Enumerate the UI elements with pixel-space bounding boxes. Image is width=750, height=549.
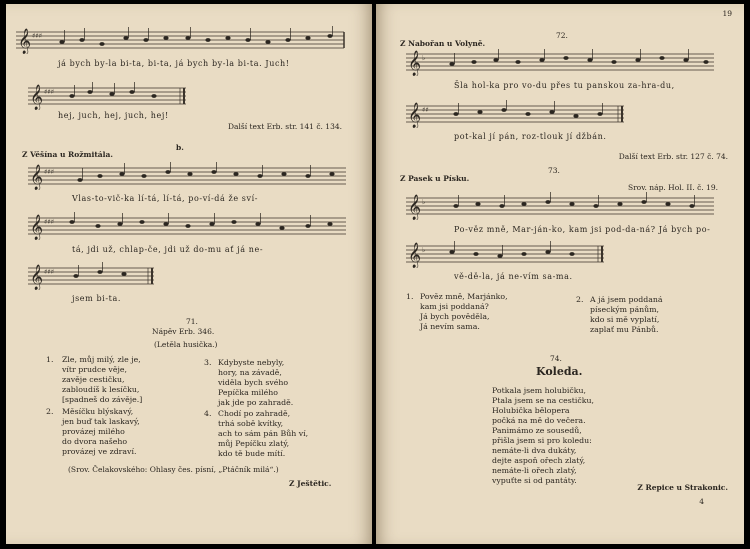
- svg-text:𝄞: 𝄞: [408, 243, 422, 268]
- svg-text:𝄞: 𝄞: [30, 165, 44, 190]
- right-page: [376, 4, 744, 544]
- origin-heading: Z Věšína u Rožmitála.: [22, 150, 113, 159]
- stanza-text: Pověz mně, Marjánko, kam jsi poddaná? Já bych pověděla, Já nevím sama.: [420, 292, 508, 331]
- stanza-text: Zle, můj milý, zle je, vítr prudce věje, zavěje cestičku, zabloudíš k lesíčku, [spadneš do závěje.]: [62, 355, 143, 404]
- lyrics-line: tá, jdi už, chlap-če, jdi už do-mu ať já ne-: [72, 245, 264, 254]
- svg-text:𝄞: 𝄞: [408, 51, 422, 76]
- song-title: Koleda.: [536, 365, 583, 378]
- svg-text:♯♯: ♯♯: [422, 106, 429, 114]
- svg-text:♯♯♯: ♯♯♯: [44, 88, 55, 96]
- svg-text:𝄞: 𝄞: [30, 265, 44, 290]
- lyrics-line: Šla hol-ka pro vo-du přes tu panskou za-hra-du,: [454, 81, 675, 90]
- left-page: [6, 4, 372, 544]
- svg-text:♭: ♭: [422, 198, 426, 206]
- origin-heading: Z Pasek u Písku.: [400, 174, 470, 183]
- text-reference: Další text Erb. str. 127 č. 74.: [618, 152, 728, 161]
- song-number: 72.: [556, 31, 568, 40]
- svg-text:♯♯♯: ♯♯♯: [44, 268, 55, 276]
- svg-text:♭: ♭: [422, 54, 426, 62]
- stanza-number: 2.: [576, 295, 584, 304]
- song-title: (Letěla husička.): [154, 340, 218, 349]
- lyrics-line: jsem bi-ta.: [72, 294, 121, 303]
- music-staff: [28, 262, 156, 290]
- stanza-number: 3.: [204, 358, 212, 367]
- music-staff: [28, 162, 348, 190]
- stanza-number: 2.: [46, 407, 54, 416]
- melody-source: Nápěv Erb. 346.: [152, 327, 215, 336]
- svg-text:𝄞: 𝄞: [30, 85, 44, 110]
- song-number: 73.: [548, 166, 560, 175]
- signature-text: Z Repice u Strakonic.: [637, 483, 728, 492]
- section-label: b.: [176, 143, 184, 152]
- svg-text:♭: ♭: [422, 246, 426, 254]
- sheet-mark: 4: [699, 497, 704, 506]
- song-number: 71.: [186, 317, 198, 326]
- svg-text:𝄞: 𝄞: [408, 103, 422, 128]
- svg-text:𝄞: 𝄞: [408, 195, 422, 220]
- lyrics-line: Vlas-to-vič-ka lí-tá, lí-tá, po-ví-dá že sví-: [72, 194, 259, 203]
- svg-text:♯♯♯: ♯♯♯: [32, 32, 43, 40]
- svg-text:♯♯♯: ♯♯♯: [44, 218, 55, 226]
- lyrics-line: vě-dě-la, já ne-vím sa-ma.: [454, 272, 573, 281]
- origin-heading: Z Nabořan u Volyně.: [400, 39, 486, 48]
- music-staff: [28, 82, 188, 110]
- music-staff: [28, 212, 348, 240]
- svg-text:𝄞: 𝄞: [30, 215, 44, 240]
- stanza-text: Kdybyste nebyly, hory, na závadě, viděla bych svého Pepíčka milého jak jde po zahradě.: [218, 358, 294, 407]
- lyrics-line: hej, juch, hej, juch, hej!: [58, 111, 169, 120]
- stanza-number: 1.: [406, 292, 414, 301]
- lyrics-line: Po-věz mně, Mar-ján-ko, kam jsi pod-da-ná? Já bych po-: [454, 225, 711, 234]
- signature: Z Ještětic.: [289, 479, 332, 488]
- music-staff: [16, 26, 346, 54]
- music-staff: [406, 240, 606, 268]
- music-staff: [406, 48, 716, 76]
- stanza-text: Chodí po zahradě, trhá sobě kvítky, ach to sám pán Bůh ví, můj Pepíčku zlatý, kdo tě bude mítí.: [218, 409, 309, 458]
- music-staff: [406, 192, 716, 220]
- lyrics-line: já bych by-la bi-ta, bi-ta, já bych by-la bi-ta. Juch!: [58, 59, 290, 68]
- song-number: 74.: [550, 354, 562, 363]
- page-number: 19: [722, 9, 732, 18]
- melody-reference: Srov. náp. Hol. II. č. 19.: [627, 183, 718, 192]
- svg-text:♯♯♯: ♯♯♯: [44, 168, 55, 176]
- music-staff: [406, 100, 626, 128]
- svg-text:𝄞: 𝄞: [18, 29, 32, 54]
- stanza-number: 1.: [46, 355, 54, 364]
- stanza-text: Měsíčku blýskavý, jen buď tak laskavý, provázej milého do dvora našeho provázej ve zdraví.: [62, 407, 140, 456]
- lyrics-line: pot-kal jí pán, roz-tlouk jí džbán.: [454, 132, 607, 141]
- stanza-number: 4.: [204, 409, 212, 418]
- footnote: (Srov. Čelakovského: Ohlasy čes. písní, „Ptáčník milá“.): [68, 465, 279, 474]
- stanza-text: A já jsem poddaná píseckým pánům, kdo si mě vyplatí, zaplať mu Pánbů.: [590, 295, 663, 334]
- koleda-text: Potkala jsem holubičku, Ptala jsem se na cestičku, Holubička bělopera počká na mě do večera. Panimámo ze sousedů, přišla jsem si pro koledu: nemáte-li dva dukáty, dejte aspoň ořech zlatý, nemáte-li ořech zlatý, vypuťte si od pantáty.: [492, 386, 594, 485]
- signature: [637, 483, 728, 492]
- text-reference: Další text Erb. str. 141 č. 134.: [228, 122, 342, 131]
